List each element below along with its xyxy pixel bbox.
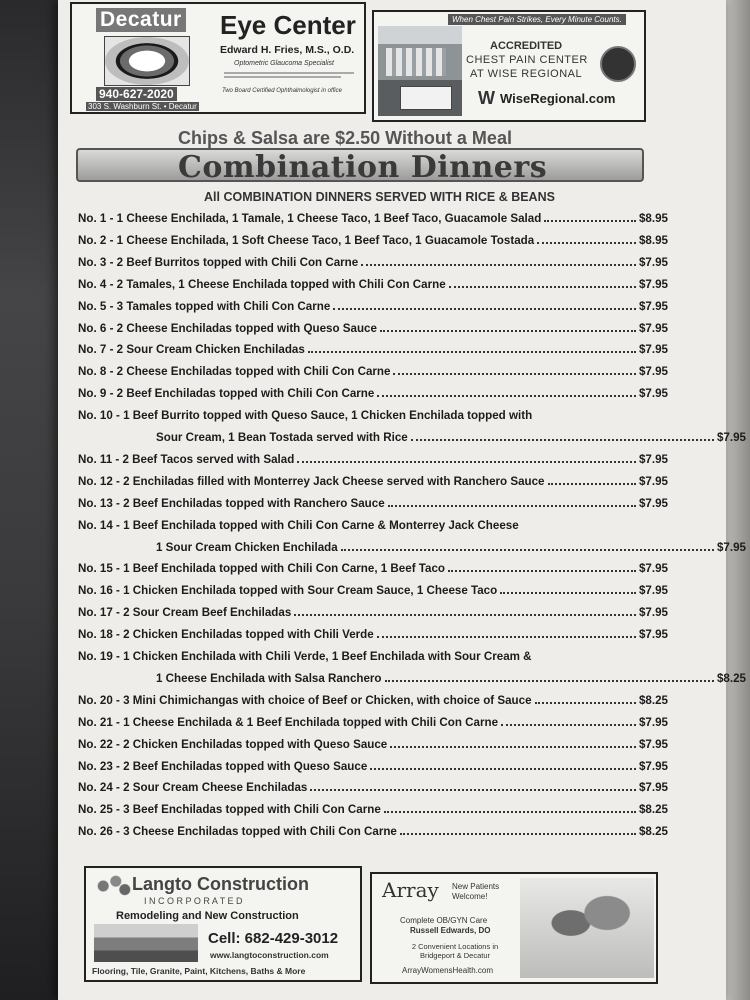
leader-dots	[537, 234, 636, 244]
langto-tagline: Remodeling and New Construction	[116, 910, 299, 922]
eye-image	[104, 36, 190, 86]
menu-item-text: No. 4 - 2 Tamales, 1 Cheese Enchilada topped with Chili Con Carne	[78, 277, 446, 291]
array-care: Complete OB/GYN Care	[400, 916, 488, 925]
array-url: ArrayWomensHealth.com	[402, 966, 493, 975]
menu-item-row	[78, 387, 668, 407]
array-locations: 2 Convenient Locations in Bridgeport & Decatur	[411, 942, 499, 960]
menu-item-row	[78, 562, 668, 582]
menu-subheading: All COMBINATION DINNERS SERVED WITH RICE & BEANS	[204, 190, 555, 204]
langto-incorporated: I N C O R P O R A T E D	[144, 896, 243, 906]
menu-item-text: No. 18 - 2 Chicken Enchiladas topped with Chili Verde	[78, 628, 374, 642]
menu-item-price: $7.95	[638, 299, 668, 313]
decatur-phone: 940-627-2020	[96, 87, 177, 101]
menu-item-text: No. 9 - 2 Beef Enchiladas topped with Chili Con Carne	[78, 387, 375, 401]
decatur-specialty: Optometric Glaucoma Specialist	[234, 60, 334, 67]
menu-item-price: $8.25	[638, 693, 668, 707]
menu-item-price: $7.95	[638, 321, 668, 335]
menu-item-row	[78, 716, 668, 736]
leader-dots	[385, 672, 714, 682]
decatur-address: 303 S. Washburn St. • Decatur	[88, 102, 197, 111]
menu-item-price: $7.95	[638, 365, 668, 379]
menu-item-row	[78, 606, 668, 626]
langto-cell: Cell: 682-429-3012	[208, 930, 339, 947]
menu-item-row	[78, 234, 668, 254]
leader-dots	[377, 628, 636, 638]
menu-item-row	[78, 541, 746, 561]
wise-line3: AT WISE REGIONAL	[470, 68, 583, 80]
menu-item-text: No. 21 - 1 Cheese Enchilada & 1 Beef Enchilada topped with Chili Con Carne	[78, 715, 499, 729]
leader-dots	[361, 256, 636, 266]
menu-item-text: No. 26 - 3 Cheese Enchiladas topped with Chili Con Carne	[78, 825, 397, 839]
accreditation-seal-icon	[600, 46, 636, 82]
menu-item-price: $8.25	[716, 671, 746, 685]
leader-dots	[449, 278, 636, 288]
menu-item-row	[78, 343, 668, 363]
leader-dots	[310, 781, 636, 791]
wise-regional-ad	[372, 10, 646, 122]
menu-item-row	[78, 694, 668, 714]
menu-item-text: No. 3 - 2 Beef Burritos topped with Chili Con Carne	[78, 255, 359, 269]
menu-item-price: $7.95	[638, 387, 668, 401]
leader-dots	[501, 716, 636, 726]
leader-dots	[400, 825, 636, 835]
combination-dinners-heading: Combination Dinners	[178, 150, 548, 185]
leader-dots	[548, 475, 636, 485]
menu-item-row	[78, 300, 668, 320]
menu-item-price: $7.95	[716, 431, 746, 444]
menu-item-text: No. 7 - 2 Sour Cream Chicken Enchiladas	[78, 343, 305, 357]
menu-item-price: $8.25	[638, 825, 668, 839]
menu-item-row	[78, 519, 668, 539]
menu-item-price: $7.95	[638, 343, 668, 357]
menu-item-row	[78, 738, 668, 758]
menu-item-text: No. 17 - 2 Sour Cream Beef Enchiladas	[78, 606, 292, 620]
array-welcome: New Patients Welcome!	[452, 882, 500, 901]
leader-dots	[377, 387, 636, 397]
decatur-brand: Decatur	[96, 8, 186, 32]
menu-item-price: $7.95	[638, 584, 668, 598]
leader-dots	[308, 343, 636, 353]
menu-item-text: Sour Cream, 1 Bean Tostada served with Rice	[156, 431, 408, 444]
menu-item-text: No. 25 - 3 Beef Enchiladas topped with Chili Con Carne	[78, 803, 381, 817]
langto-url: www.langtoconstruction.com	[210, 950, 329, 960]
menu-item-row	[78, 409, 668, 429]
wise-url: WiseRegional.com	[500, 91, 616, 106]
menu-item-text: No. 6 - 2 Cheese Enchiladas topped with Queso Sauce	[78, 321, 377, 335]
menu-item-text: No. 14 - 1 Beef Enchilada topped with Chili Con Carne & Monterrey Jack Cheese	[78, 518, 519, 532]
menu-item-price: $7.95	[638, 628, 668, 642]
menu-item-price: $8.95	[638, 212, 668, 225]
decatur-fine-print	[224, 70, 354, 80]
leader-dots	[388, 497, 636, 507]
menu-item-row	[78, 475, 668, 495]
menu-item-text: No. 10 - 1 Beef Burrito topped with Queso Sauce, 1 Chicken Enchilada topped with	[78, 409, 533, 423]
langto-logo-icon	[96, 874, 132, 898]
menu-item-row	[78, 628, 668, 648]
menu-item-row	[78, 365, 668, 385]
leader-dots	[380, 322, 636, 332]
menu-item-text: No. 12 - 2 Enchiladas filled with Monterrey Jack Cheese served with Ranchero Sauce	[78, 474, 545, 488]
decatur-note: Two Board Certified Ophthalmologist in office	[222, 88, 342, 94]
array-doctor: Russell Edwards, DO	[410, 926, 491, 935]
leader-dots	[448, 562, 636, 572]
menu-item-text: No. 11 - 2 Beef Tacos served with Salad	[78, 452, 295, 466]
menu-item-text: No. 1 - 1 Cheese Enchilada, 1 Tamale, 1 Cheese Taco, 1 Beef Taco, Guacamole Salad	[78, 212, 542, 225]
menu-item-row	[78, 212, 668, 232]
leader-dots	[341, 541, 714, 551]
menu-item-row	[78, 650, 668, 670]
langto-construction-ad	[84, 866, 362, 982]
menu-item-text: No. 20 - 3 Mini Chimichangas with choice of Beef or Chicken, with choice of Sauce	[78, 693, 532, 707]
menu-item-price: $7.95	[716, 540, 746, 554]
wise-line1: ACCREDITED	[490, 40, 563, 52]
menu-item-price: $7.95	[638, 759, 668, 773]
langto-name: Langto Construction	[132, 874, 309, 894]
leader-dots	[370, 760, 636, 770]
menu-item-price: $7.95	[638, 474, 668, 488]
menu-item-row	[78, 584, 668, 604]
menu-item-text: No. 13 - 2 Beef Enchiladas topped with Ranchero Sauce	[78, 496, 385, 510]
menu-item-price: $7.95	[638, 562, 668, 576]
wise-logo-icon: W	[478, 88, 495, 108]
menu-item-row	[78, 322, 668, 342]
menu-item-row	[78, 256, 668, 276]
menu-item-text: No. 2 - 1 Cheese Enchilada, 1 Soft Cheese Taco, 1 Beef Taco, 1 Guacamole Tostada	[78, 233, 535, 247]
menu-item-price: $7.95	[638, 606, 668, 620]
menu-item-text: No. 19 - 1 Chicken Enchilada with Chili Verde, 1 Beef Enchilada with Sour Cream &	[78, 650, 532, 663]
menu-item-text: No. 16 - 1 Chicken Enchilada topped with Sour Cream Sauce, 1 Cheese Taco	[78, 584, 498, 598]
leader-dots	[294, 606, 636, 616]
hospital-photo	[378, 26, 462, 116]
decatur-eye-center-ad	[70, 2, 366, 114]
menu-item-text: No. 15 - 1 Beef Enchilada topped with Chili Con Carne, 1 Beef Taco	[78, 562, 445, 576]
menu-item-price: $7.95	[638, 452, 668, 466]
menu-item-text: 1 Sour Cream Chicken Enchilada	[156, 540, 338, 554]
menu-item-row	[78, 760, 668, 780]
array-womens-health-ad	[370, 872, 658, 984]
menu-item-price: $7.95	[638, 715, 668, 729]
menu-item-row	[78, 278, 668, 298]
house-photo	[94, 924, 198, 962]
menu-item-price: $7.95	[638, 255, 668, 269]
decatur-title: Eye Center	[220, 10, 356, 40]
leader-dots	[390, 738, 636, 748]
menu-item-text: No. 23 - 2 Beef Enchiladas topped with Queso Sauce	[78, 759, 368, 773]
array-logo: Array	[382, 878, 439, 902]
leader-dots	[297, 453, 636, 463]
leader-dots	[535, 694, 636, 704]
menu-item-price: $7.95	[638, 277, 668, 291]
menu-item-price: $8.25	[638, 803, 668, 817]
leader-dots	[500, 584, 636, 594]
menu-page	[58, 0, 746, 1000]
menu-item-price: $7.95	[638, 496, 668, 510]
chips-salsa-note: Chips & Salsa are $2.50 Without a Meal	[178, 128, 512, 148]
menu-item-price: $8.95	[638, 233, 668, 247]
menu-item-text: No. 24 - 2 Sour Cream Cheese Enchiladas	[78, 781, 308, 795]
wise-line2: CHEST PAIN CENTER	[466, 54, 588, 66]
menu-item-row	[78, 431, 746, 451]
leader-dots	[384, 803, 636, 813]
menu-item-row	[78, 497, 668, 517]
menu-item-text: No. 22 - 2 Chicken Enchiladas topped with Queso Sauce	[78, 737, 388, 751]
menu-item-row	[78, 672, 746, 692]
langto-services: Flooring, Tile, Granite, Paint, Kitchens, Baths & More	[92, 966, 306, 976]
leader-dots	[333, 300, 636, 310]
menu-item-price: $7.95	[638, 737, 668, 751]
wise-tagline: When Chest Pain Strikes, Every Minute Counts.	[448, 14, 626, 25]
leader-dots	[411, 431, 714, 441]
menu-item-row	[78, 825, 668, 845]
menu-item-row	[78, 453, 668, 473]
couple-photo	[520, 878, 654, 978]
menu-item-row	[78, 803, 668, 823]
leader-dots	[393, 365, 636, 375]
menu-item-price: $7.95	[638, 781, 668, 795]
leader-dots	[544, 212, 636, 222]
decatur-doctor: Edward H. Fries, M.S., O.D.	[220, 44, 355, 56]
menu-item-text: No. 5 - 3 Tamales topped with Chili Con Carne	[78, 299, 331, 313]
menu-item-row	[78, 781, 668, 801]
menu-item-text: 1 Cheese Enchilada with Salsa Ranchero	[156, 671, 382, 685]
menu-item-text: No. 8 - 2 Cheese Enchiladas topped with Chili Con Carne	[78, 365, 391, 379]
